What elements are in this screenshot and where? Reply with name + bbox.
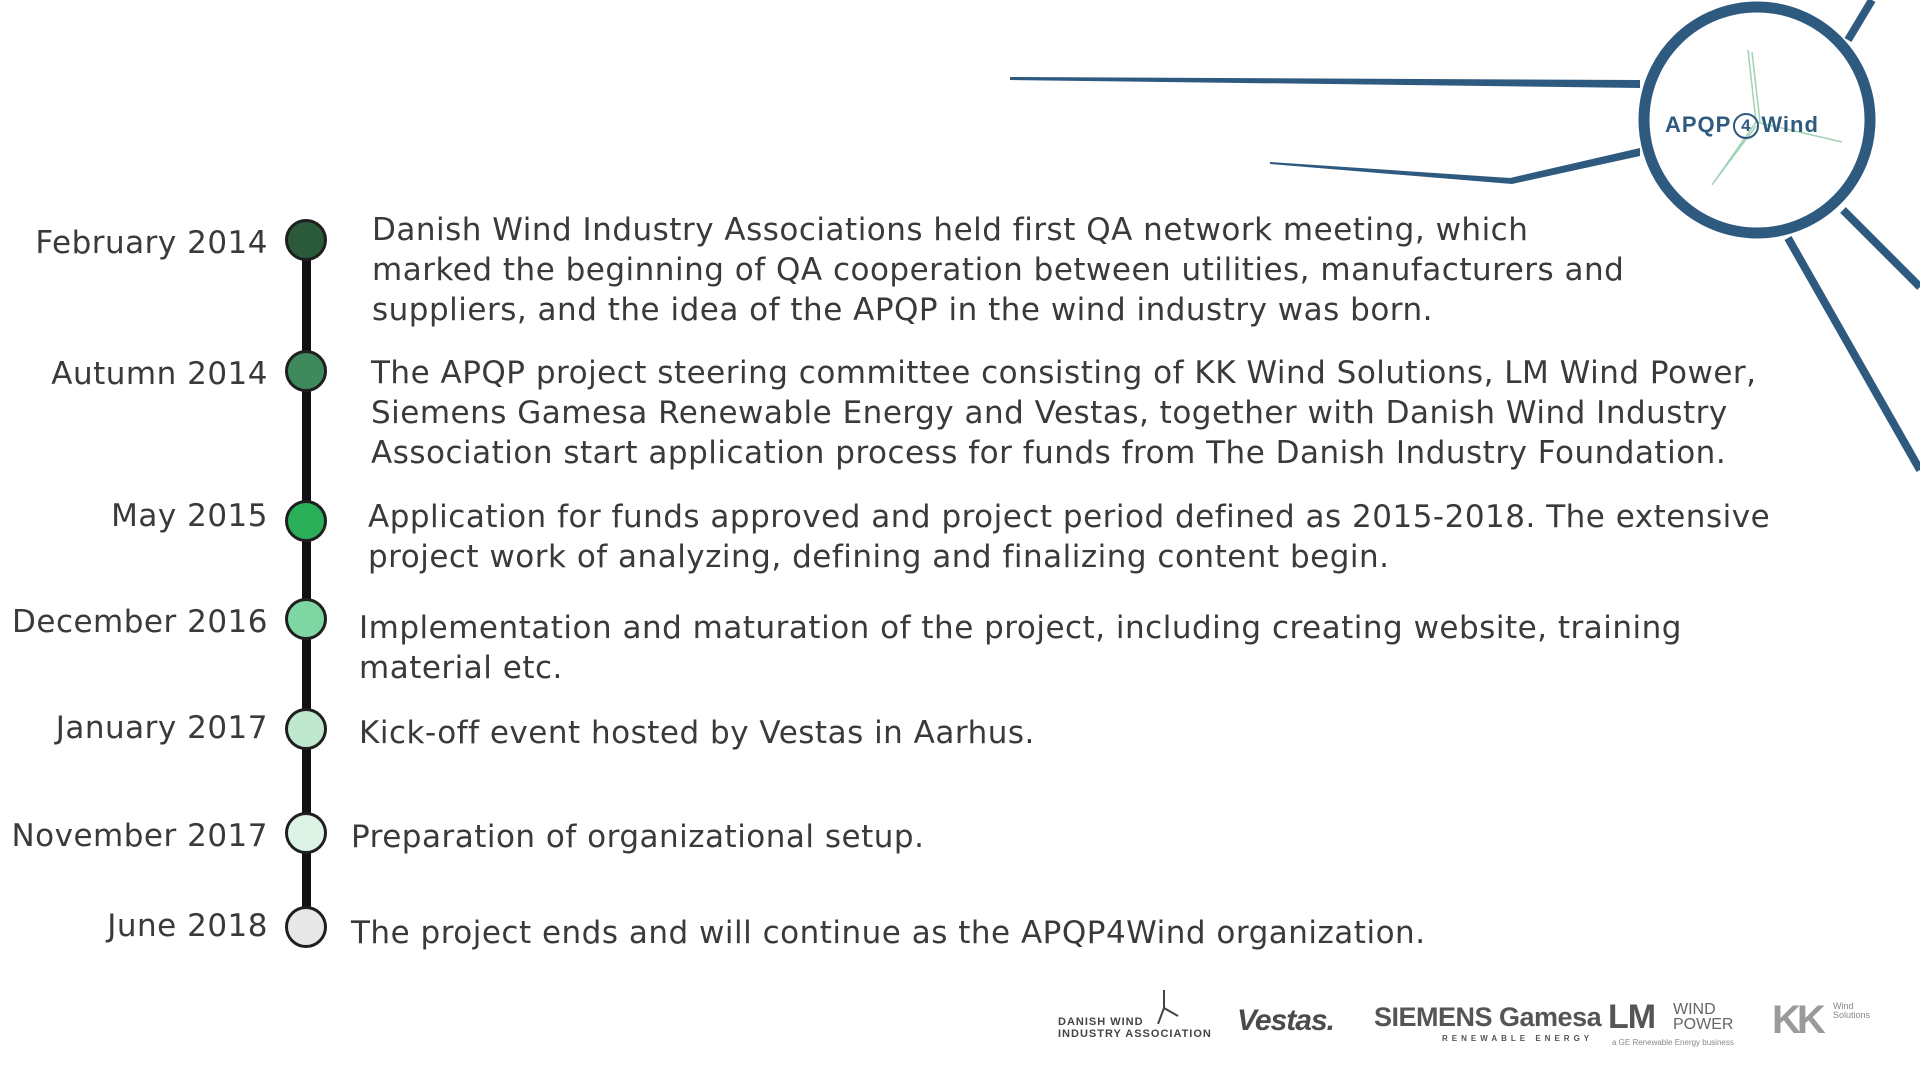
description-line: The project ends and will continue as the APQP4Wind organization.: [351, 915, 1426, 951]
timeline-date: May 2015: [111, 498, 268, 534]
decor-ray-right: [1843, 210, 1920, 287]
timeline-description: [351, 817, 924, 857]
description-line: project work of analyzing, defining and finalizing content begin.: [368, 539, 1390, 575]
description-line: Danish Wind Industry Associations held first QA network meeting, which: [372, 212, 1529, 248]
decor-ray-upper-right: [1848, 0, 1872, 40]
timeline-date: Autumn 2014: [51, 356, 268, 392]
logo-vestas: Vestas.: [1237, 1004, 1334, 1037]
description-line: Preparation of organizational setup.: [351, 819, 925, 855]
lm-wind-line1: WIND: [1673, 1001, 1716, 1018]
logo-lm-sub: a GE Renewable Energy business: [1612, 1038, 1734, 1047]
logo-siemens-gamesa: SIEMENS Gamesa: [1374, 1002, 1602, 1032]
description-line: Implementation and maturation of the project, including creating website, training: [359, 610, 1682, 646]
timeline-description: [368, 497, 1770, 577]
timeline-description: [359, 608, 1682, 688]
logo-siemens-gamesa-sub: RENEWABLE ENERGY: [1442, 1034, 1594, 1043]
logo-lm-wind-power: [1673, 1002, 1733, 1032]
timeline-dot: [285, 708, 327, 750]
logo-number: 4: [1733, 113, 1759, 139]
description-line: Association start application process for funds from The Danish Industry Foundation.: [371, 435, 1727, 471]
timeline-description: [372, 210, 1624, 330]
timeline-date: June 2018: [107, 908, 268, 944]
decor-ray-middle: [1270, 148, 1640, 184]
timeline-date: November 2017: [11, 818, 268, 854]
timeline-description: [359, 713, 1035, 753]
description-line: suppliers, and the idea of the APQP in the wind industry was born.: [372, 292, 1434, 328]
timeline-date: December 2016: [12, 604, 268, 640]
timeline-dot: [285, 906, 327, 948]
timeline-dot: [285, 500, 327, 542]
description-line: Siemens Gamesa Renewable Energy and Vestas, together with Danish Wind Industry: [371, 395, 1728, 431]
description-line: marked the beginning of QA cooperation between utilities, manufacturers and: [372, 252, 1625, 288]
dwia-line2: INDUSTRY ASSOCIATION: [1058, 1028, 1212, 1040]
description-line: material etc.: [359, 650, 563, 686]
kk-sub-line2: Solutions: [1833, 1010, 1871, 1020]
description-line: Kick-off event hosted by Vestas in Aarhus.: [359, 715, 1035, 751]
logo-apqp4wind: [1665, 112, 1819, 139]
logo-suffix: Wind: [1761, 112, 1819, 137]
logo-lm: LM: [1608, 998, 1656, 1036]
timeline-date: January 2017: [55, 710, 268, 746]
timeline-description: [351, 913, 1426, 953]
decor-ray-top: [1010, 77, 1640, 88]
kk-sub-line1: Wind: [1833, 1001, 1854, 1011]
timeline-date: February 2014: [35, 225, 268, 261]
dwia-turbine-icon: [1150, 988, 1180, 1024]
description-line: Application for funds approved and project period defined as 2015-2018. The extensive: [368, 499, 1771, 535]
logo-prefix: APQP: [1665, 112, 1732, 137]
description-line: The APQP project steering committee consisting of KK Wind Solutions, LM Wind Power,: [371, 355, 1757, 391]
logo-kk-wind-solutions: [1833, 1002, 1870, 1020]
timeline-description: [371, 353, 1757, 473]
timeline-dot: [285, 219, 327, 261]
timeline-dot: [285, 598, 327, 640]
timeline-dot: [285, 350, 327, 392]
logo-kk: KK: [1772, 998, 1822, 1042]
logo-danish-wind-industry-association: [1058, 1016, 1212, 1040]
dwia-line1: DANISH WIND: [1058, 1016, 1144, 1028]
lm-wind-line2: POWER: [1673, 1016, 1734, 1033]
timeline-dot: [285, 812, 327, 854]
